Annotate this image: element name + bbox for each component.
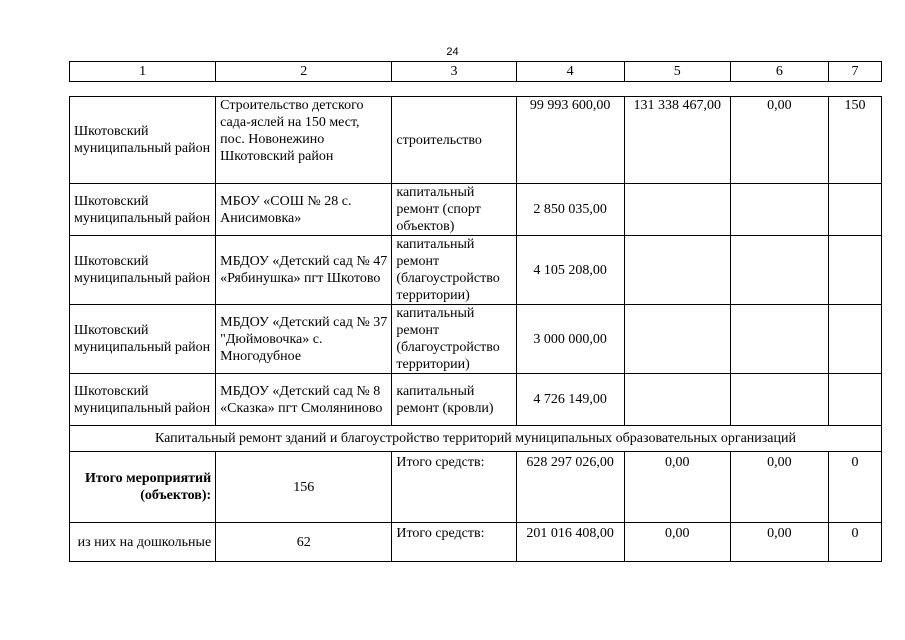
total-col4-cell: 628 297 026,00 <box>516 452 624 523</box>
column-number-header <box>69 61 882 82</box>
total-count-cell: 62 <box>216 523 392 562</box>
page-number: 24 <box>446 46 459 58</box>
header-col-7: 7 <box>828 62 881 82</box>
object-cell: МБДОУ «Детский сад № 8 «Сказка» пгт Смоляниново <box>216 374 392 426</box>
district-cell: Шкотовский муниципальный район <box>70 184 216 236</box>
section-row <box>70 426 882 452</box>
total-count-cell: 156 <box>216 452 392 523</box>
total-col5-cell: 0,00 <box>624 452 730 523</box>
total-funds-label-cell: Итого средств: <box>392 523 516 562</box>
header-row <box>70 62 882 82</box>
value-col6-cell <box>730 305 828 374</box>
value-col4-cell: 3 000 000,00 <box>516 305 624 374</box>
value-col7-cell <box>828 184 881 236</box>
section-title: Капитальный ремонт зданий и благоустройство территорий муниципальных образовательных организаций <box>70 426 882 452</box>
value-col5-cell: 131 338 467,00 <box>624 97 730 184</box>
total-row <box>70 452 882 523</box>
total-col7-cell: 0 <box>828 523 881 562</box>
table-row <box>70 374 882 426</box>
value-col4-cell: 99 993 600,00 <box>516 97 624 184</box>
header-col-2: 2 <box>216 62 392 82</box>
header-col-3: 3 <box>392 62 516 82</box>
table-row <box>70 97 882 184</box>
value-col5-cell <box>624 184 730 236</box>
header-col-1: 1 <box>70 62 216 82</box>
work-type-cell: капитальный ремонт (спорт объектов) <box>392 184 516 236</box>
header-col-4: 4 <box>516 62 624 82</box>
total-funds-label-cell: Итого средств: <box>392 452 516 523</box>
object-cell: Строительство детского сада-яслей на 150 мест, пос. Новонежино Шкотовский район <box>216 97 392 184</box>
district-cell: Шкотовский муниципальный район <box>70 374 216 426</box>
district-cell: Шкотовский муниципальный район <box>70 236 216 305</box>
work-type-cell: капитальный ремонт (кровли) <box>392 374 516 426</box>
header-col-6: 6 <box>730 62 828 82</box>
object-cell: МБДОУ «Детский сад № 47 «Рябинушка» пгт Шкотово <box>216 236 392 305</box>
value-col5-cell <box>624 374 730 426</box>
district-cell: Шкотовский муниципальный район <box>70 305 216 374</box>
header-col-5: 5 <box>624 62 730 82</box>
total-col6-cell: 0,00 <box>730 452 828 523</box>
value-col6-cell <box>730 236 828 305</box>
object-cell: МБОУ «СОШ № 28 с. Анисимовка» <box>216 184 392 236</box>
total-col7-cell: 0 <box>828 452 881 523</box>
value-col7-cell: 150 <box>828 97 881 184</box>
funding-table <box>69 96 882 562</box>
value-col7-cell <box>828 374 881 426</box>
total-col6-cell: 0,00 <box>730 523 828 562</box>
value-col5-cell <box>624 305 730 374</box>
value-col5-cell <box>624 236 730 305</box>
total-col5-cell: 0,00 <box>624 523 730 562</box>
value-col7-cell <box>828 305 881 374</box>
value-col7-cell <box>828 236 881 305</box>
table-row <box>70 184 882 236</box>
total-label-cell: из них на дошкольные <box>70 523 216 562</box>
table-row <box>70 305 882 374</box>
work-type-cell: капитальный ремонт (благоустройство территории) <box>392 305 516 374</box>
work-type-cell: капитальный ремонт (благоустройство территории) <box>392 236 516 305</box>
value-col4-cell: 2 850 035,00 <box>516 184 624 236</box>
table-row <box>70 236 882 305</box>
value-col6-cell <box>730 184 828 236</box>
work-type-cell: строительство <box>392 97 516 184</box>
value-col6-cell <box>730 374 828 426</box>
value-col4-cell: 4 726 149,00 <box>516 374 624 426</box>
value-col6-cell: 0,00 <box>730 97 828 184</box>
total-row <box>70 523 882 562</box>
total-col4-cell: 201 016 408,00 <box>516 523 624 562</box>
value-col4-cell: 4 105 208,00 <box>516 236 624 305</box>
object-cell: МБДОУ «Детский сад № 37 "Дюймовочка» с. Многодубное <box>216 305 392 374</box>
total-label-cell: Итого мероприятий (объектов): <box>70 452 216 523</box>
district-cell: Шкотовский муниципальный район <box>70 97 216 184</box>
